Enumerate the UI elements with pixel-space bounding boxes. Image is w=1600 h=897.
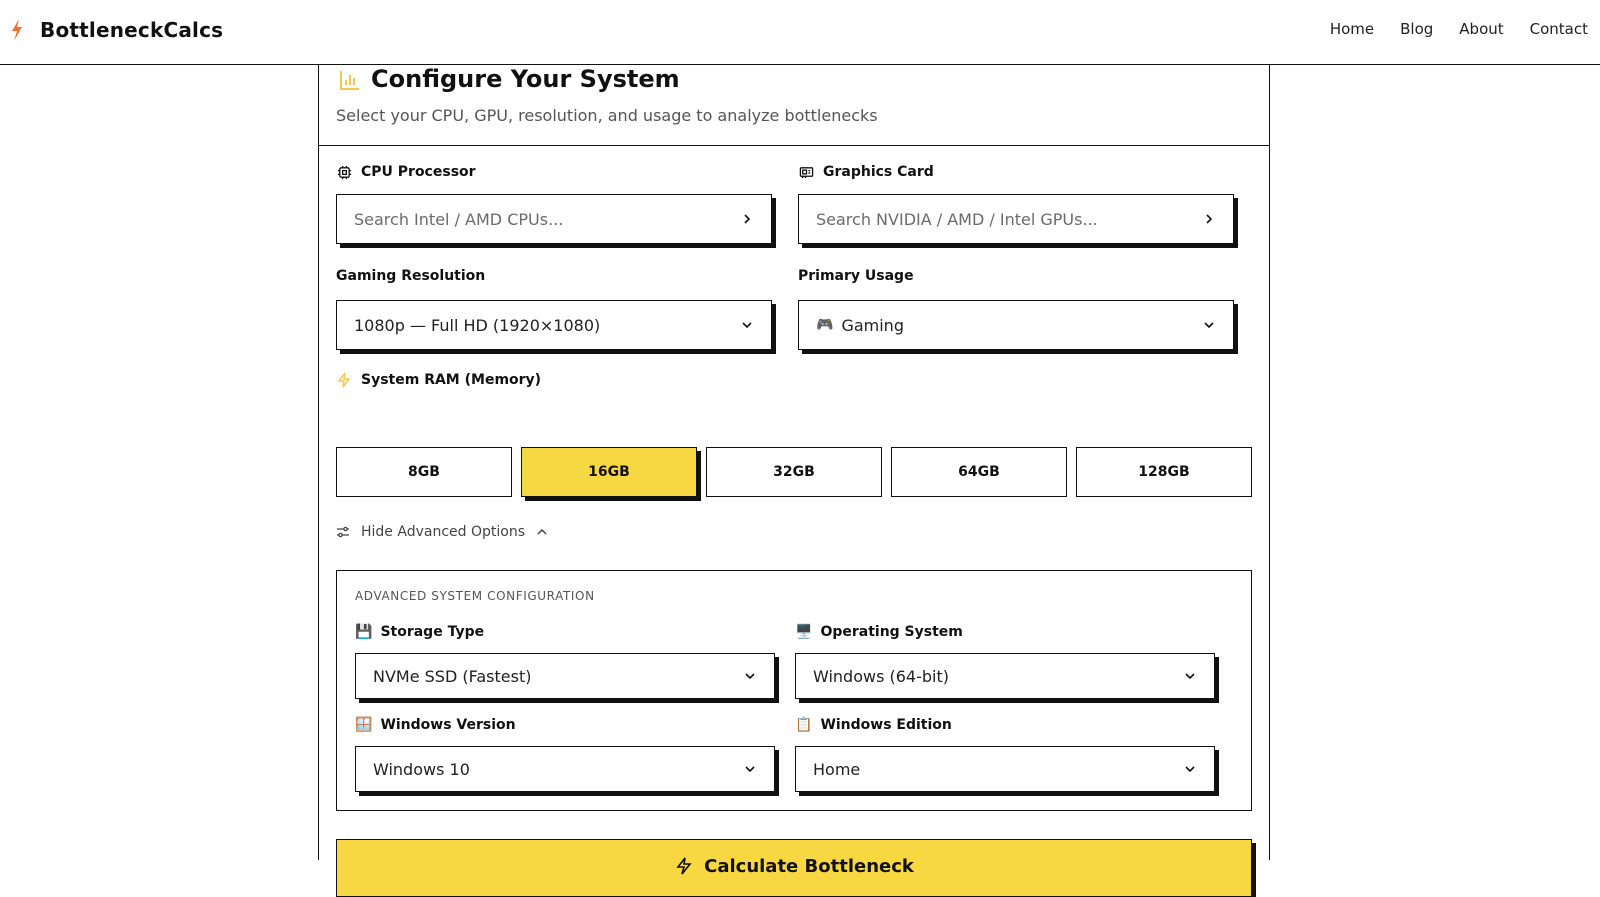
brand-name: BottleneckCalcs [40, 18, 224, 42]
nav-blog[interactable]: Blog [1400, 20, 1434, 38]
ram-option-64gb[interactable]: 64GB [891, 447, 1067, 497]
ram-option-32gb[interactable]: 32GB [706, 447, 882, 497]
floppy-disk-icon: 💾 [355, 624, 373, 640]
cpu-label-text: CPU Processor [361, 164, 476, 180]
windows-version-select[interactable] [355, 746, 775, 792]
windows-version-label [355, 717, 516, 733]
windows-edition-label-text: Windows Edition [820, 717, 952, 733]
chevron-down-icon [1184, 763, 1196, 775]
os-select[interactable] [795, 653, 1215, 699]
window-icon: 🪟 [355, 717, 373, 733]
nav-home[interactable]: Home [1329, 20, 1375, 38]
desktop-computer-icon: 🖥️ [795, 624, 813, 640]
gpu-placeholder: Search NVIDIA / AMD / Intel GPUs... [816, 209, 1098, 229]
hide-advanced-toggle[interactable] [336, 524, 548, 540]
page-subtitle: Select your CPU, GPU, resolution, and usage to analyze bottlenecks [336, 106, 878, 125]
gpu-label-text: Graphics Card [823, 164, 934, 180]
chevron-down-icon [744, 763, 756, 775]
chevron-right-icon [1203, 213, 1215, 225]
configure-card [318, 40, 1270, 877]
nav-contact[interactable]: Contact [1529, 20, 1588, 38]
bolt-icon [336, 372, 352, 388]
resolution-label [336, 268, 485, 284]
chevron-down-icon [744, 670, 756, 682]
cpu-placeholder: Search Intel / AMD CPUs... [354, 209, 564, 229]
calculate-label: Calculate Bottleneck [704, 856, 914, 877]
windows-version-label-text: Windows Version [380, 717, 516, 733]
cpu-icon [336, 164, 352, 180]
storage-label [355, 624, 484, 640]
chevron-down-icon [1184, 670, 1196, 682]
main-nav [1304, 20, 1588, 38]
bolt-logo-icon [10, 19, 24, 41]
windows-version-value: Windows 10 [373, 759, 470, 779]
nav-about[interactable]: About [1459, 20, 1504, 38]
windows-edition-select[interactable] [795, 746, 1215, 792]
usage-label-text: Primary Usage [798, 268, 914, 284]
card-header [319, 65, 1269, 146]
usage-value: Gaming [841, 315, 904, 335]
page-title: Configure Your System [371, 65, 680, 93]
top-navbar [0, 0, 1600, 65]
clipboard-icon: 📋 [795, 717, 813, 733]
gpu-icon [798, 164, 814, 180]
bolt-icon [674, 856, 694, 876]
cpu-search-input[interactable] [336, 194, 772, 244]
usage-select[interactable] [798, 300, 1234, 350]
brand[interactable] [10, 18, 223, 42]
gpu-label [798, 164, 934, 180]
os-label [795, 624, 963, 640]
storage-select[interactable] [355, 653, 775, 699]
os-label-text: Operating System [820, 624, 963, 640]
chevron-down-icon [741, 319, 753, 331]
os-value: Windows (64-bit) [813, 666, 949, 686]
usage-label [798, 268, 914, 284]
windows-edition-label [795, 717, 952, 733]
cpu-label [336, 164, 476, 180]
advanced-toggle-label: Hide Advanced Options [361, 524, 525, 540]
resolution-label-text: Gaming Resolution [336, 268, 486, 284]
calculate-bottleneck-button[interactable] [336, 839, 1252, 897]
ram-label-text: System RAM (Memory) [361, 372, 542, 388]
chevron-down-icon [1203, 319, 1215, 331]
storage-value: NVMe SSD (Fastest) [373, 666, 532, 686]
ram-option-128gb[interactable]: 128GB [1076, 447, 1252, 497]
ram-label [336, 372, 541, 388]
advanced-section-title: ADVANCED SYSTEM CONFIGURATION [355, 589, 595, 603]
resolution-value: 1080p — Full HD (1920×1080) [354, 315, 601, 335]
sliders-icon [336, 525, 350, 539]
gpu-search-input[interactable] [798, 194, 1234, 244]
ram-option-16gb[interactable]: 16GB [521, 447, 697, 497]
ram-option-8gb[interactable]: 8GB [336, 447, 512, 497]
bar-chart-icon [339, 69, 361, 91]
windows-edition-value: Home [813, 759, 861, 779]
advanced-config-panel [336, 570, 1252, 811]
gamepad-icon: 🎮 [816, 317, 834, 333]
chevron-up-icon [536, 526, 548, 538]
chevron-right-icon [741, 213, 753, 225]
resolution-select[interactable] [336, 300, 772, 350]
storage-label-text: Storage Type [380, 624, 485, 640]
